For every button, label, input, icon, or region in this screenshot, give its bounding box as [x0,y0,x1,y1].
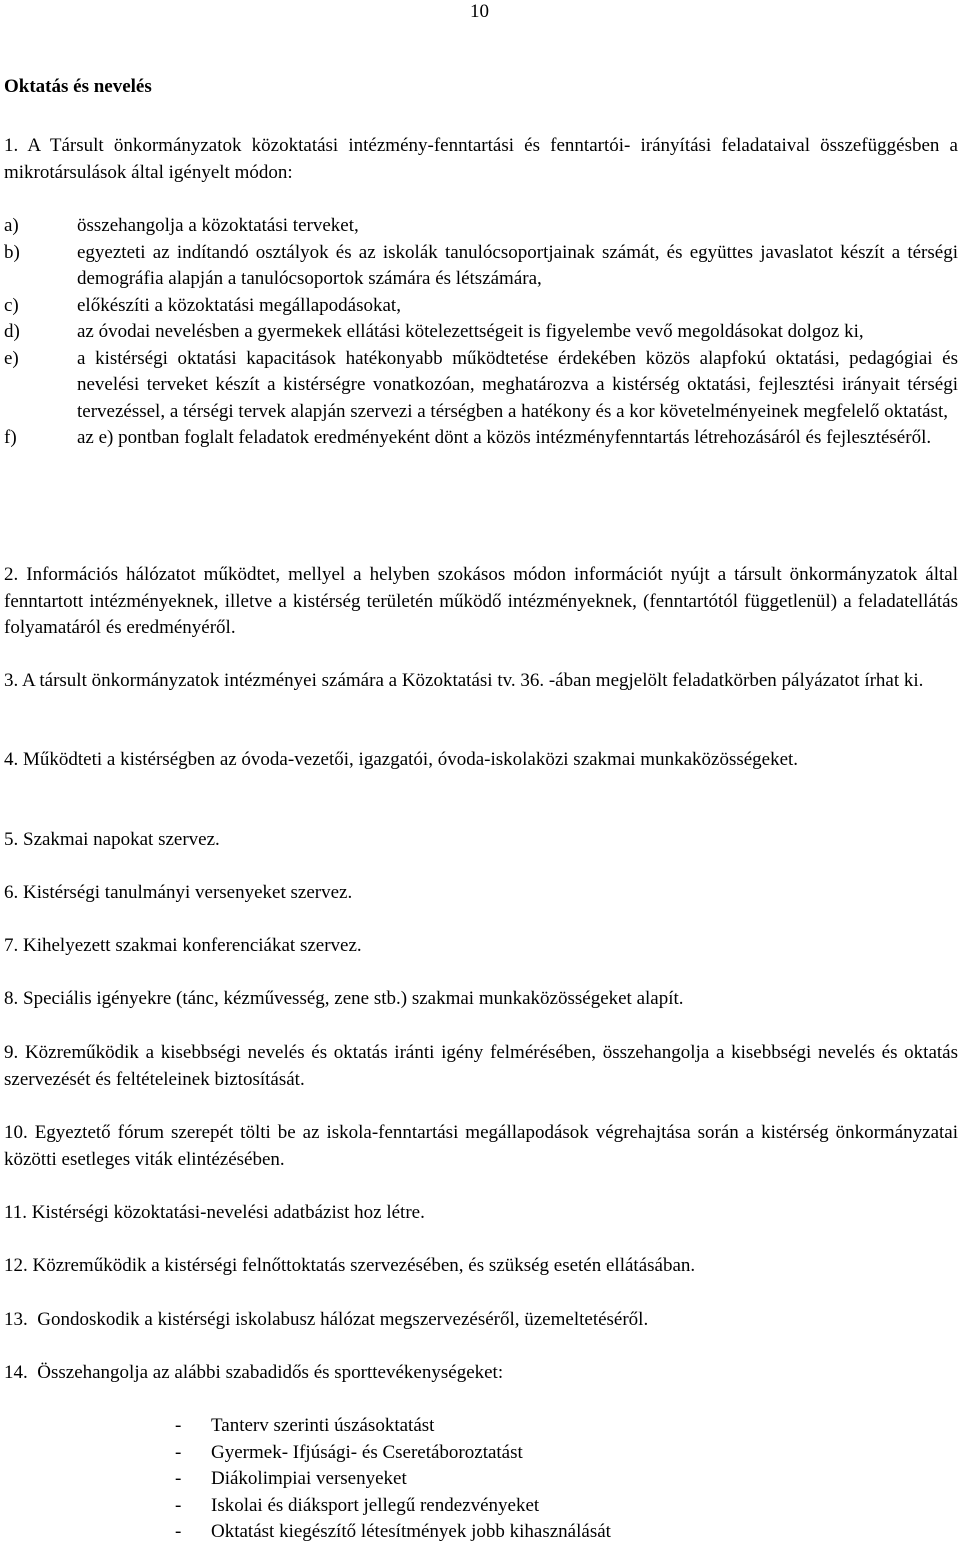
list-item-f [4,425,958,452]
activity-list [175,1413,611,1546]
paragraph-text: 12. Közreműködik a kistérségi felnőttoktatás szervezésében, és szükség esetén ellátásában. [4,1255,696,1276]
dash-bullet: - [175,1494,182,1516]
list-item-text: Gyermek- Ifjúsági- és Cseretáboroztatást [211,1441,523,1463]
paragraph-1-intro: 1. A Társult önkormányzatok közoktatási intézmény-fenntartási és fenntartói- irányítási feladataival összefüggésben a mikrotársulások által igényelt módon: [4,135,958,183]
list-item-text: Diákolimpiai versenyeket [211,1468,407,1489]
dash-bullet: - [175,1415,182,1436]
paragraph-9 [4,1040,958,1093]
list-item-a [4,213,958,240]
list-item-text: az e) pontban foglalt feladatok eredményeként dönt a közös intézményfenntartás létrehozásáról és fejlesztéséről. [77,427,932,448]
list-item-e [4,346,958,426]
paragraph-14 [4,1360,958,1387]
section-heading: Oktatás és nevelés [4,76,152,97]
list-item-text: az óvodai nevelésben a gyermekek ellátási kötelezettségeit is figyelembe vevő megoldásokat dolgoz ki, [77,321,864,342]
paragraph-text: 2. Információs hálózatot működtet, mellyel a helyben szokásos módon információt nyújt a társult önkormányzatok által fenntartott intézményeknek, illetve a kistérség területén működő intézményeknek, (fenntartótól függetlenül) a feladatellátás folyamatáról és eredményéről. [4,564,958,638]
paragraph-text: 5. Szakmai napokat szervez. [4,829,220,850]
paragraph-text: 10. Egyeztető fórum szerepét tölti be az iskola-fenntartási megállapodások végrehajtása során a kistérség önkormányzatai közötti esetleges viták elintézésében. [4,1122,958,1170]
paragraph-1-list [4,213,958,452]
paragraph-10 [4,1120,958,1173]
paragraph-text: 7. Kihelyezett szakmai konferenciákat szervez. [4,935,362,956]
paragraph-2 [4,562,958,642]
paragraph-13 [4,1307,958,1334]
list-item-b [4,240,958,293]
list-item [175,1440,611,1467]
paragraph-text: 8. Speciális igényekre (tánc, kézművesség, zene stb.) szakmai munkaközösségeket alapít. [4,988,684,1009]
list-item-text: egyezteti az indítandó osztályok és az iskolák tanulócsoportjainak számát, és együttes javaslatot készít a térségi demográfia alapján a tanulócsoportok számára és létszámára, [77,241,958,289]
list-item-text: előkészíti a közoktatási megállapodásokat, [77,294,401,316]
list-letter: d) [4,321,20,342]
paragraph-12 [4,1253,958,1280]
paragraph-6 [4,880,958,907]
paragraph-11 [4,1200,958,1227]
paragraph-text: 3. A társult önkormányzatok intézményei számára a Közoktatási tv. 36. -ában megjelölt feladatkörben pályázatot írhat ki. [4,670,924,691]
list-letter: b) [4,241,20,263]
paragraph-text: 9. Közreműködik a kisebbségi nevelés és oktatás iránti igény felmérésében, összehangolja a kisebbségi nevelés és oktatás szervezését és feltételeinek biztosítását. [4,1042,958,1090]
paragraph-text: 14. Összehangolja az alábbi szabadidős és sporttevékenységeket: [4,1362,504,1383]
list-letter: a) [4,215,19,236]
list-letter: c) [4,294,19,316]
dash-bullet: - [175,1468,182,1489]
list-item [175,1413,611,1440]
paragraph-text: 11. Kistérségi közoktatási-nevelési adatbázist hoz létre. [4,1202,425,1223]
list-item-text: Iskolai és diáksport jellegű rendezvényeket [211,1494,540,1516]
paragraph-text: 4. Működteti a kistérségben az óvoda-vezetői, igazgatói, óvoda-iskolaközi szakmai munkaközösségeket. [4,749,799,770]
paragraph-text: 13. Gondoskodik a kistérségi iskolabusz hálózat megszervezéséről, üzemeltetéséről. [4,1309,649,1330]
paragraph-4 [4,747,958,774]
list-item-d [4,319,958,346]
paragraph-text: 6. Kistérségi tanulmányi versenyeket szervez. [4,882,353,903]
dash-bullet: - [175,1441,182,1463]
list-letter: e) [4,347,19,369]
list-item [175,1493,611,1520]
paragraph-5 [4,827,958,854]
dash-bullet: - [175,1521,182,1542]
paragraph-8 [4,986,958,1013]
list-item-text: a kistérségi oktatási kapacitások hatékonyabb működtetése érdekében közös alapfokú oktatási, pedagógiai és nevelési terveket készít a kistérségre vonatkozóan, meghatározva a kistérség oktatási, fejlesztési irányait térségi tervezéssel, a térségi tervek alapján szervezi a térségben a hatékony és a kor követelményeinek megfelelő oktatást, [77,347,958,422]
list-item-text: összehangolja a közoktatási terveket, [77,215,359,236]
list-item [175,1519,611,1546]
paragraph-3 [4,668,958,695]
list-item-text: Oktatást kiegészítő létesítmények jobb kihasználását [211,1521,611,1542]
paragraph-1 [4,133,958,186]
list-letter: f) [4,427,17,448]
page-number: 10 [470,1,489,22]
paragraph-7 [4,933,958,960]
list-item-c [4,293,958,320]
list-item-text: Tanterv szerinti úszásoktatást [211,1415,435,1436]
list-item [175,1466,611,1493]
